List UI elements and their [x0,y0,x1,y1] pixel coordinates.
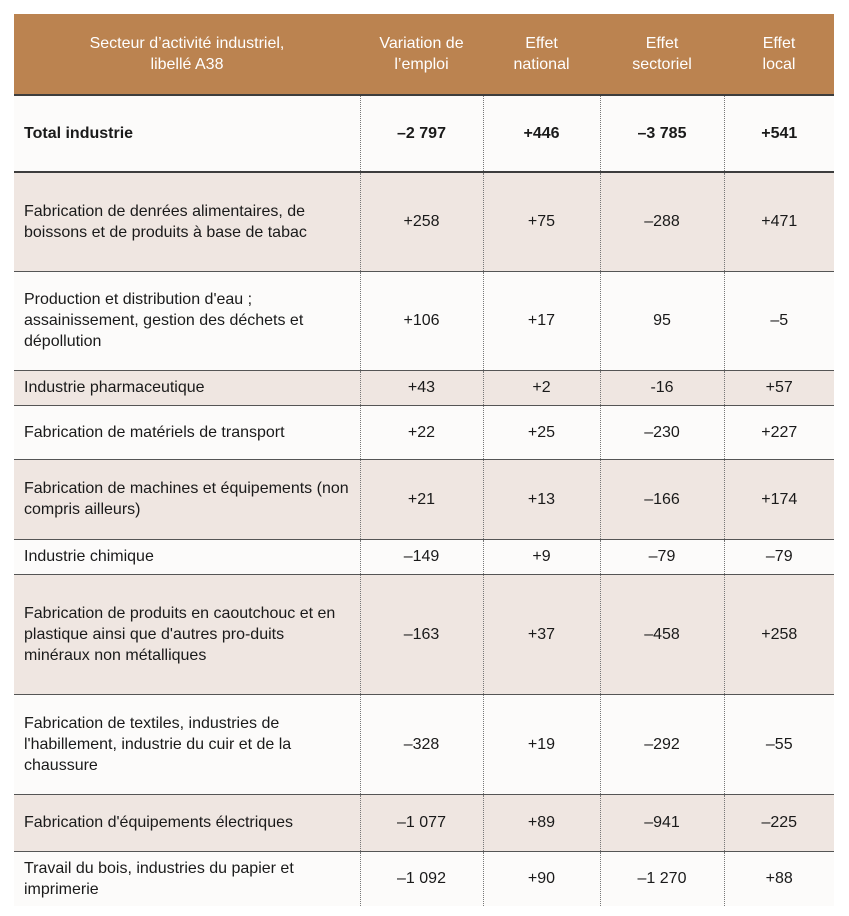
cell-variation: –2 797 [360,95,483,172]
cell-sector: Fabrication d'équipements électriques [14,794,360,851]
cell-variation: –149 [360,539,483,574]
table-row-total [14,95,834,172]
cell-sector: Total industrie [14,95,360,172]
cell-sectoriel: –79 [600,539,724,574]
cell-local: –5 [724,271,834,370]
cell-national: +25 [483,405,600,459]
table-row [14,370,834,405]
cell-sector: Fabrication de matériels de transport [14,405,360,459]
cell-sectoriel: –1 270 [600,851,724,906]
cell-sector: Fabrication de denrées alimentaires, de boissons et de produits à base de tabac [14,172,360,271]
cell-local: –79 [724,539,834,574]
cell-local: +227 [724,405,834,459]
table-row [14,851,834,906]
cell-sector: Industrie chimique [14,539,360,574]
cell-national: +446 [483,95,600,172]
table-row [14,539,834,574]
cell-variation: –1 077 [360,794,483,851]
cell-national: +90 [483,851,600,906]
cell-sectoriel: –230 [600,405,724,459]
cell-sectoriel: –3 785 [600,95,724,172]
cell-local: +174 [724,459,834,539]
cell-sectoriel: –458 [600,574,724,694]
table-header [14,14,834,95]
cell-variation: +106 [360,271,483,370]
header-national: Effet national [483,14,600,95]
table-row [14,172,834,271]
employment-effects-table [14,14,834,906]
cell-national: +89 [483,794,600,851]
cell-variation: +21 [360,459,483,539]
cell-local: +471 [724,172,834,271]
cell-national: +19 [483,694,600,794]
cell-national: +75 [483,172,600,271]
cell-sectoriel: -16 [600,370,724,405]
header-row [14,14,834,95]
table-body [14,95,834,906]
cell-national: +9 [483,539,600,574]
table-row [14,694,834,794]
cell-sector: Industrie pharmaceutique [14,370,360,405]
cell-national: +2 [483,370,600,405]
cell-local: +541 [724,95,834,172]
cell-variation: +22 [360,405,483,459]
cell-local: –225 [724,794,834,851]
cell-local: +57 [724,370,834,405]
table-row [14,794,834,851]
cell-sector: Fabrication de machines et équipements (non compris ailleurs) [14,459,360,539]
cell-variation: –163 [360,574,483,694]
cell-local: +88 [724,851,834,906]
header-local: Effet local [724,14,834,95]
cell-sectoriel: –292 [600,694,724,794]
cell-sector: Fabrication de textiles, industries de l'habillement, industrie du cuir et de la chaussure [14,694,360,794]
table-row [14,574,834,694]
cell-variation: +43 [360,370,483,405]
cell-sectoriel: –941 [600,794,724,851]
cell-variation: –1 092 [360,851,483,906]
cell-variation: +258 [360,172,483,271]
cell-sector: Fabrication de produits en caoutchouc et en plastique ainsi que d'autres pro-duits minéraux non métalliques [14,574,360,694]
cell-national: +13 [483,459,600,539]
table-row [14,271,834,370]
header-sectoriel: Effet sectoriel [600,14,724,95]
cell-local: –55 [724,694,834,794]
cell-national: +37 [483,574,600,694]
cell-sector: Production et distribution d'eau ; assainissement, gestion des déchets et dépollution [14,271,360,370]
header-variation: Variation de l’emploi [360,14,483,95]
cell-variation: –328 [360,694,483,794]
cell-sectoriel: 95 [600,271,724,370]
cell-sectoriel: –288 [600,172,724,271]
table-row [14,405,834,459]
cell-local: +258 [724,574,834,694]
employment-effects-table-container [14,14,834,906]
cell-national: +17 [483,271,600,370]
header-sector: Secteur d’activité industriel, libellé A38 [14,14,360,95]
cell-sectoriel: –166 [600,459,724,539]
table-row [14,459,834,539]
cell-sector: Travail du bois, industries du papier et imprimerie [14,851,360,906]
